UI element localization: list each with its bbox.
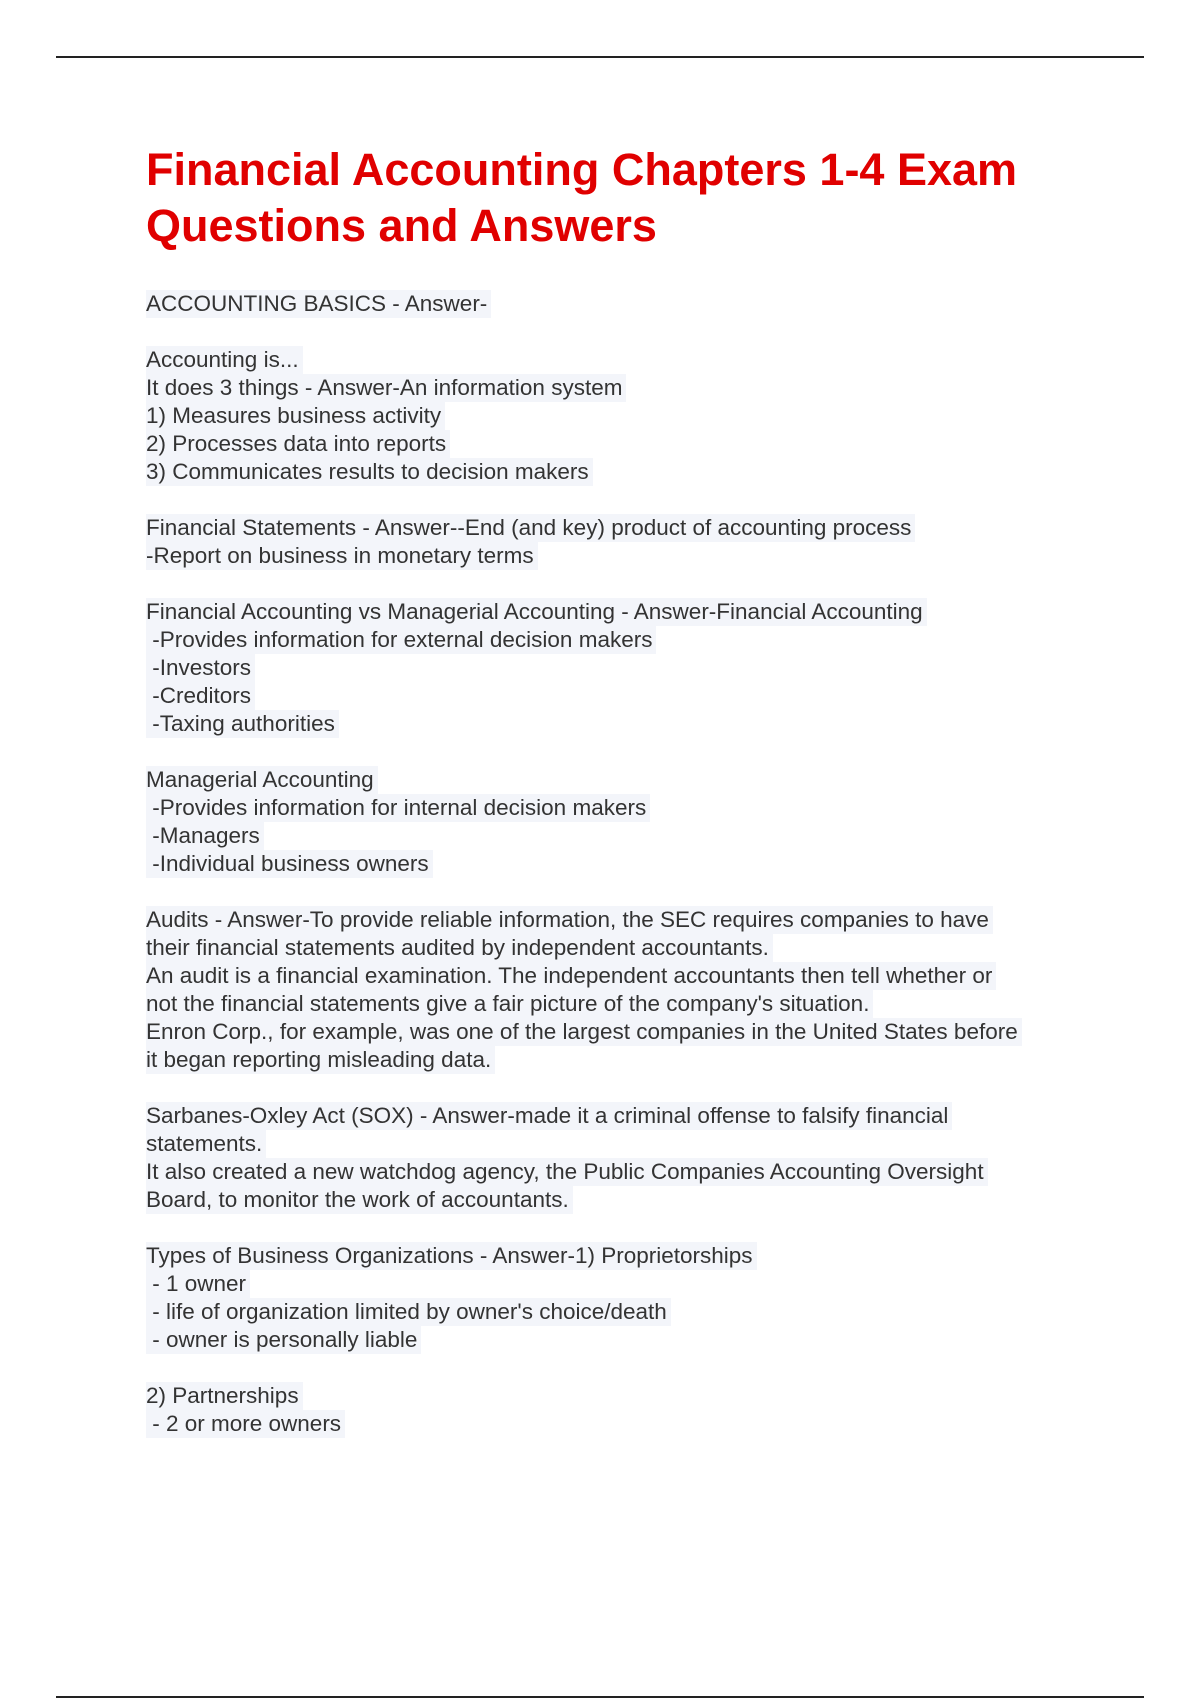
qa-line: 2) Processes data into reports bbox=[146, 430, 450, 458]
qa-block-accounting-is bbox=[146, 346, 1086, 486]
qa-line: Financial Statements - Answer--End (and key) product of accounting process bbox=[146, 514, 915, 542]
qa-block-audits bbox=[146, 906, 1086, 1074]
qa-block-managerial-accounting bbox=[146, 766, 1086, 878]
qa-line: statements. bbox=[146, 1130, 266, 1158]
qa-line: -Managers bbox=[146, 822, 264, 850]
qa-block-accounting-basics bbox=[146, 290, 1086, 318]
qa-line: their financial statements audited by independent accountants. bbox=[146, 934, 773, 962]
top-rule bbox=[56, 56, 1144, 58]
qa-line: 3) Communicates results to decision makers bbox=[146, 458, 593, 486]
qa-line: Board, to monitor the work of accountants. bbox=[146, 1186, 573, 1214]
bottom-rule bbox=[56, 1696, 1144, 1698]
qa-line: Managerial Accounting bbox=[146, 766, 378, 794]
qa-line: -Provides information for external decision makers bbox=[146, 626, 656, 654]
qa-line: Enron Corp., for example, was one of the largest companies in the United States before bbox=[146, 1018, 1022, 1046]
qa-list bbox=[146, 290, 1086, 1438]
qa-line: An audit is a financial examination. The independent accountants then tell whether or bbox=[146, 962, 996, 990]
qa-block-business-organizations bbox=[146, 1242, 1086, 1354]
qa-line: -Investors bbox=[146, 654, 255, 682]
document-body bbox=[146, 142, 1086, 1438]
qa-block-partnerships bbox=[146, 1382, 1086, 1438]
qa-line: Accounting is... bbox=[146, 346, 303, 374]
title-line: Financial Accounting Chapters 1-4 Exam bbox=[146, 144, 1018, 195]
qa-line: - life of organization limited by owner's choice/death bbox=[146, 1298, 671, 1326]
qa-line: -Provides information for internal decision makers bbox=[146, 794, 650, 822]
qa-line: 1) Measures business activity bbox=[146, 402, 445, 430]
qa-line: 2) Partnerships bbox=[146, 1382, 303, 1410]
qa-line: - 2 or more owners bbox=[146, 1410, 345, 1438]
qa-line: It also created a new watchdog agency, the Public Companies Accounting Oversight bbox=[146, 1158, 988, 1186]
qa-line: -Creditors bbox=[146, 682, 255, 710]
qa-line: -Individual business owners bbox=[146, 850, 433, 878]
qa-line: - owner is personally liable bbox=[146, 1326, 421, 1354]
qa-line: not the financial statements give a fair picture of the company's situation. bbox=[146, 990, 873, 1018]
qa-line: -Taxing authorities bbox=[146, 710, 339, 738]
qa-line: Types of Business Organizations - Answer-1) Proprietorships bbox=[146, 1242, 757, 1270]
qa-line: Sarbanes-Oxley Act (SOX) - Answer-made it a criminal offense to falsify financial bbox=[146, 1102, 952, 1130]
qa-line: ACCOUNTING BASICS - Answer- bbox=[146, 290, 491, 318]
qa-line: - 1 owner bbox=[146, 1270, 250, 1298]
qa-line: -Report on business in monetary terms bbox=[146, 542, 538, 570]
qa-line: it began reporting misleading data. bbox=[146, 1046, 495, 1074]
qa-line: It does 3 things - Answer-An information system bbox=[146, 374, 626, 402]
title-line: Questions and Answers bbox=[146, 200, 657, 251]
qa-block-financial-statements bbox=[146, 514, 1086, 570]
qa-block-sarbanes-oxley bbox=[146, 1102, 1086, 1214]
qa-line: Financial Accounting vs Managerial Accounting - Answer-Financial Accounting bbox=[146, 598, 927, 626]
qa-block-financial-vs-managerial bbox=[146, 598, 1086, 738]
qa-line: Audits - Answer-To provide reliable information, the SEC requires companies to have bbox=[146, 906, 993, 934]
document-title bbox=[146, 142, 1086, 254]
